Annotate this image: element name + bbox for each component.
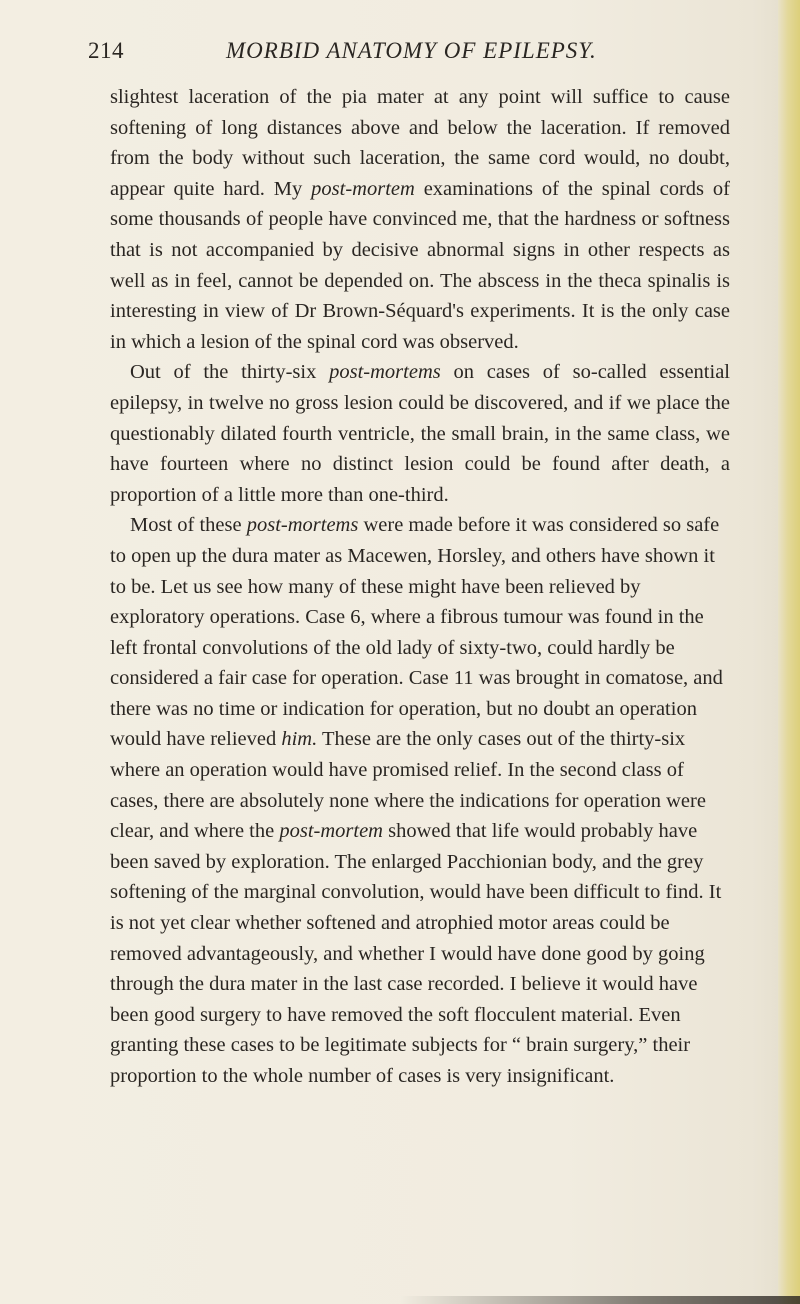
text-run: on cases of so-called essential epilepsy, in twelve no gross lesion could be discovered, and if we place the questionably dilated fourth ventricle, the small brain, in the same class, we have fourteen where no distinct lesion could be found after death, a proportion of a little more than one-third. <box>110 361 730 506</box>
italic-run: post-mortems <box>246 514 359 537</box>
text-run: slightest laceration of the pia mater at any point will suffice to cause softening of long distances above and below the laceration. If removed from the body without such laceration, the same cord would, no doubt, appear quite hard. My <box>110 86 730 200</box>
running-title: MORBID ANATOMY OF EPILEPSY. <box>226 38 597 63</box>
text-run: examinations of the spinal cords of some thousands of people have convinced me, that the hardness or softness that is not accompanied by decisive abnormal signs in other respects as well as in feel, cannot be depended on. The abscess in the theca spinalis is interesting in view of Dr Brown-Séquard's experiments. It is the only case in which a lesion of the spinal cord was observed. <box>110 177 730 353</box>
page-header <box>88 38 708 72</box>
text-run: were made before it was considered so safe to open up the dura mater as Macewen, Horsley, and others have shown it to be. Let us see how many of these might have been relieved by exploratory operations. Case 6, where a fibrous tumour was found in the left frontal convolutions of the old lady of sixty-two, could hardly be considered a fair case for operation. Case 11 was brought in comatose, and there was no time or indication for operation, but no doubt an operation would have relieved <box>110 514 723 751</box>
italic-run: post-mortems <box>329 361 441 384</box>
italic-run: post-mortem <box>311 177 415 200</box>
text-run: These are the only cases out of the thirty-six where an operation would have promised relief. In the second class of cases, there are absolutely none where the indications for operation were clear, and where the <box>110 728 706 843</box>
text-run: showed that life would probably have been saved by exploration. The enlarged Pacchionian body, and the grey softening of the marginal convolution, would have been difficult to find. It is not yet clear whether softened and atrophied motor areas could be removed advantageously, and whether I would have done good by going through the dura mater in the last case recorded. I believe it would have been good surgery to have removed the soft flocculent material. Even granting these cases to be legitimate subjects for “ brain surgery,” their proportion to the whole number of cases is very insignificant. <box>110 820 722 1087</box>
page-edge <box>778 0 800 1304</box>
paragraph-1 <box>110 82 730 357</box>
text-run: Out of the thirty-six <box>130 361 330 384</box>
page-shadow <box>400 1296 800 1304</box>
body-text <box>110 82 730 1092</box>
text-run: Most of these <box>130 514 247 537</box>
page-number: 214 <box>88 38 124 63</box>
paragraph-2 <box>110 357 730 510</box>
italic-run: post-mortem <box>279 820 383 843</box>
italic-run: him. <box>281 728 318 751</box>
paragraph-3 <box>110 510 730 1091</box>
